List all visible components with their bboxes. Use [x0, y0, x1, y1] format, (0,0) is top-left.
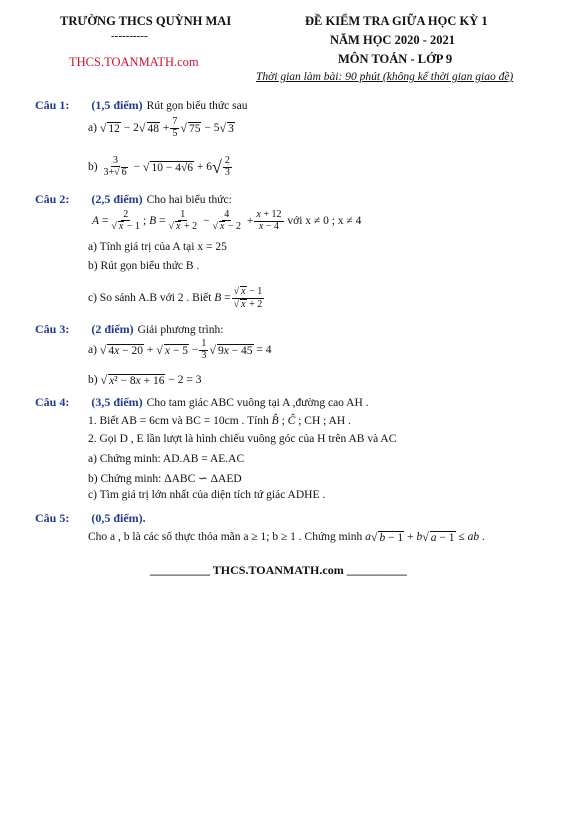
exam-title: ĐỀ KIỂM TRA GIỮA HỌC KỲ 1: [305, 14, 488, 28]
question-1-header: [35, 96, 247, 114]
question-2a: a) Tính giá trị của A tại x = 25: [88, 241, 227, 253]
question-1b-label: b): [88, 161, 98, 173]
question-4-text: Cho tam giác ABC vuông tại A ,đường cao AH .: [146, 397, 369, 409]
question-4-label: Câu 4:: [35, 395, 70, 409]
question-4-item-1: 1. Biết AB = 6cm và BC = 10cm . Tính B̂ ; Ĉ ; CH ; AH .: [88, 415, 351, 427]
question-2b: b) Rút gọn biểu thức B .: [88, 260, 200, 272]
footer-left-line: __________: [150, 563, 210, 577]
exam-time: Thời gian làm bài: 90 phút (không kể thời gian giao đề): [256, 71, 514, 83]
question-1-score: (1,5 điểm): [91, 98, 143, 112]
question-3-label: Câu 3:: [35, 322, 70, 336]
question-2-expressions: A = $\frac{2}{√ x - 1}$ ; B = $\frac{1}{√ x + 2}$ − $\frac{4}{√ x - 2}$ + $\frac{x + 12}{x - 4}$ với x ≠ 0 ; x ≠ 4: [92, 208, 362, 232]
question-2-condition: với x ≠ 0 ; x ≠ 4: [287, 215, 362, 227]
question-1-text: Rút gọn biểu thức sau: [146, 100, 248, 112]
question-2-score: (2,5 điểm): [91, 192, 143, 206]
question-2-label: Câu 2:: [35, 192, 70, 206]
question-1a: a) √ 12 − 2 √ 48 + $\frac{7}{5}$ √ 75 − 5 √ 3: [88, 116, 234, 139]
website-label: THCS.TOANMATH.com: [69, 55, 199, 69]
question-3-text: Giải phương trình:: [137, 324, 224, 336]
question-5-label: Câu 5:: [35, 511, 70, 525]
question-4b: b) Chứng minh: ΔABC ∽ ΔAED: [88, 473, 242, 485]
question-2c-text: c) So sánh A.B với 2 . Biết: [88, 292, 212, 304]
question-3a-label: a): [88, 344, 97, 356]
school-year: NĂM HỌC 2020 - 2021: [330, 33, 455, 47]
question-2c: c) So sánh A.B với 2 . Biết B = $\frac{√ x - 1}{√ x + 2}$: [88, 286, 263, 310]
question-3a: a) √ 4x − 20 + √ x − 5 − $\frac{1}{3}$ √ 9x − 45 = 4: [88, 338, 272, 361]
question-4-header: [35, 393, 369, 411]
question-1-label: Câu 1:: [35, 98, 70, 112]
question-4-item-1-end: ; CH ; AH .: [298, 415, 351, 427]
question-1b: b) $\frac{3}{3+√ 6}$ − √ 10 − 4√6 + 6 √ $\frac{2}{3}$: [88, 154, 230, 178]
question-5-text: Cho a , b là các số thực thỏa mãn a ≥ 1; b ≥ 1 . Chứng minh a √ b − 1 + b √ a − 1 ≤ ab .: [88, 529, 485, 544]
question-3b: b) √ x² − 8x + 16 − 2 = 3: [88, 372, 202, 387]
school-dashes: ----------: [111, 30, 148, 42]
subject: MÔN TOÁN - LỚP 9: [338, 52, 453, 66]
question-5-score: (0,5 điểm).: [91, 511, 146, 525]
question-5-statement: Cho a , b là các số thực thỏa mãn a ≥ 1; b ≥ 1 . Chứng minh: [88, 531, 363, 543]
footer-right-line: __________: [346, 563, 407, 577]
school-name: TRƯỜNG THCS QUỲNH MAI: [60, 14, 232, 28]
footer-site: THCS.TOANMATH.com: [212, 563, 344, 577]
question-1a-label: a): [88, 122, 97, 134]
question-4-score: (3,5 điểm): [91, 395, 143, 409]
question-4c: c) Tìm giá trị lớn nhất của diện tích tứ giác ADHE .: [88, 489, 326, 501]
question-4a: a) Chứng minh: AD.AB = AE.AC: [88, 453, 245, 465]
question-3b-label: b): [88, 374, 98, 386]
question-5-header: [35, 509, 146, 527]
question-2-text: Cho hai biểu thức:: [146, 194, 232, 206]
footer: [150, 563, 407, 578]
question-4-item-1-text: 1. Biết AB = 6cm và BC = 10cm . Tính: [88, 415, 269, 427]
question-3-score: (2 điểm): [91, 322, 134, 336]
question-4-item-2: 2. Gọi D , E lần lượt là hình chiếu vuông góc của H trên AB và AC: [88, 433, 397, 445]
